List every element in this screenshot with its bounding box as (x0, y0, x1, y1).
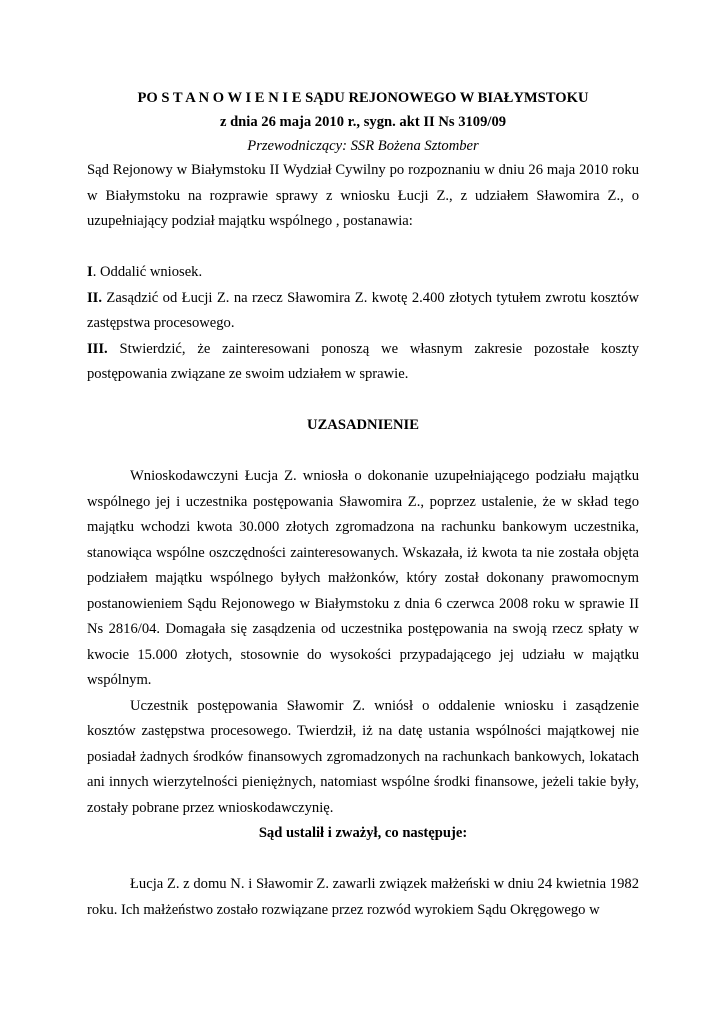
intro-paragraph: Sąd Rejonowy w Białymstoku II Wydział Cywilny po rozpoznaniu w dniu 26 maja 2010 roku w Białymstoku na rozprawie sprawy z wniosku Łucji Z., z udziałem Sławomira Z., o uzupełniający podział majątku wspólnego , postanawia: (87, 162, 639, 229)
spacer (87, 439, 639, 465)
justification-paragraph-1: Wnioskodawczyni Łucja Z. wniosła o dokonanie uzupełniającego podziału majątku wspólnego jej i uczestnika postępowania Sławomira Z., poprzez ustalenie, że w skład tego majątku wchodzi kwota 30.000 złotych zgromadzona na rachunku bankowym uczestnika, stanowiąca wspólne oszczędności zainteresowanych. Wskazała, iż kwota ta nie została objęta podziałem majątku wspólnego byłych małżonków, który został dokonany prawomocnym postanowieniem Sądu Rejonowego w Białymstoku z dnia 6 czerwca 2008 roku w sprawie II Ns 2816/04. Domagała się zasądzenia od uczestnika postępowania na swoją rzecz spłaty w kwocie 15.000 złotych, stosownie do wysokości przypadającego jej udziału w majątku wspólnym. (87, 468, 639, 688)
findings-heading: Sąd ustalił i zważył, co następuje: (258, 825, 468, 841)
ruling-3-number: III. (87, 340, 108, 357)
justification-paragraph-2: Uczestnik postępowania Sławomir Z. wniósł o oddalenie wniosku i zasądzenie kosztów zastępstwa procesowego. Twierdził, iż na datę ustania wspólności majątkowej nie posiadał żadnych środków finansowych zgromadzonych na rachunkach bankowych, lokatach ani innych wierzytelności pieniężnych, natomiast wspólne środki finansowe, jeżeli takie były, zostały pobrane przez wnioskodawczynię. (87, 697, 639, 816)
findings-paragraph: Łucja Z. z domu N. i Sławomir Z. zawarli związek małżeński w dniu 24 kwietnia 1982 roku. Ich małżeństwo zostało rozwiązane przez rozwód wyrokiem Sądu Okręgowego w (87, 876, 639, 918)
ruling-2-number: II. (87, 289, 103, 306)
ruling-2 (87, 286, 639, 337)
document-page (87, 86, 639, 923)
ruling-3-text: Stwierdzić, że zainteresowani ponoszą we własnym zakresie pozostałe koszty postępowania związane ze swoim udziałem w sprawie. (87, 340, 639, 382)
presiding-judge: Przewodniczący: SSR Bożena Sztomber (247, 138, 479, 154)
spacer (87, 235, 639, 261)
ruling-1-text: . Oddalić wniosek. (92, 264, 203, 280)
document-title: PO S T A N O W I E N I E SĄDU REJONOWEGO W BIAŁYMSTOKU (137, 90, 589, 106)
ruling-1 (87, 260, 639, 286)
ruling-1-number: I (87, 264, 93, 280)
spacer (87, 388, 639, 414)
document-subtitle: z dnia 26 maja 2010 r., sygn. akt II Ns 3109/09 (219, 114, 507, 130)
ruling-3 (87, 337, 639, 388)
justification-heading: UZASADNIENIE (307, 417, 419, 433)
spacer (87, 847, 639, 873)
ruling-2-text: Zasądzić od Łucji Z. na rzecz Sławomira Z. kwotę 2.400 złotych tytułem zwrotu kosztów zastępstwa procesowego. (87, 289, 639, 331)
